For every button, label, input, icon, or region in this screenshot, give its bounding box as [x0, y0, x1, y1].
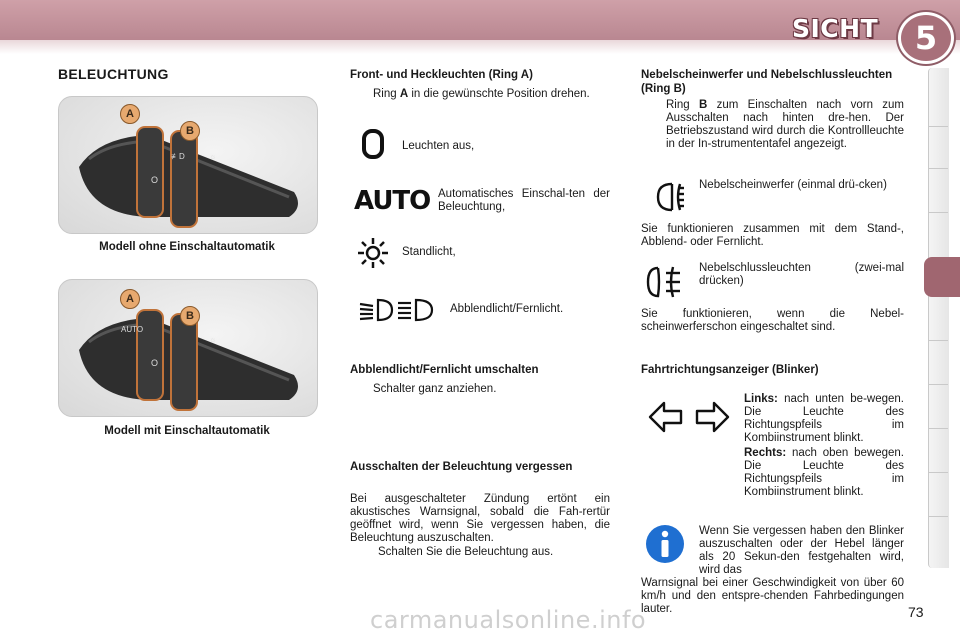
chapter-tab-strip [928, 68, 949, 568]
auto-icon: AUTO [354, 186, 431, 216]
photo-caption-without-auto: Modell ohne Einschaltautomatik [99, 241, 275, 253]
ring-b-marker: B [180, 306, 200, 326]
turn-right-text: nach oben bewegen. Die Leuchte des Richtungspfeils im Kombiinstrument blinkt. [744, 447, 904, 498]
rear-fog-light-icon [646, 264, 682, 305]
stalk-photo-with-auto [58, 279, 318, 417]
tab-divider [928, 516, 948, 517]
side-light-text: Standlicht, [402, 246, 456, 258]
ring-a-text: in die gewünschte Position drehen. [411, 88, 590, 100]
turn-right-arrow-icon [694, 400, 730, 439]
ring-a-marker: A [120, 289, 140, 309]
turn-signal-heading: Fahrtrichtungsanzeiger (Blinker) [641, 364, 819, 376]
low-high-beam-icon [356, 296, 436, 329]
front-rear-lights-heading: Front- und Heckleuchten (Ring A) [350, 69, 533, 81]
chapter-number-badge: 5 [898, 12, 954, 64]
stalk-auto-label: AUTO [121, 325, 144, 334]
front-fog-text: Sie funktionieren zusammen mit dem Stand-, Abblend- oder Fernlicht. [641, 223, 904, 248]
turn-left-description [744, 393, 904, 445]
rear-fog-label: Nebelschlussleuchten (zwei-mal drücken) [699, 262, 904, 287]
ring-a-instruction [373, 88, 610, 101]
chapter-tab-active[interactable] [924, 257, 960, 297]
chapter-title: SICHT [792, 14, 879, 43]
front-fog-label: Nebelscheinwerfer (einmal drü-cken) [699, 179, 887, 191]
forgot-lights-text: Bei ausgeschalteter Zündung ertönt ein akustisches Warnsignal, sobald die Fah-rertür geöffnet wird, wenn Sie vergessen haben, die Beleuchtung auszuschalten. [350, 493, 610, 544]
turn-left-text: nach unten be-wegen. Die Leuchte des Richtungspfeils im Kombiinstrument blinkt. [744, 393, 904, 444]
info-text-part-1: Wenn Sie vergessen haben den Blinker auszuschalten oder der Hebel länger als 20 Sekun-den festgehalten wird, wird das [699, 525, 904, 576]
fog-lights-heading: Nebelscheinwerfer und Nebelschlussleuchten (Ring B) [641, 69, 893, 95]
svg-text:☼: ☼ [209, 335, 217, 344]
ring-b-text: zum Einschalten nach vorn zum Ausschalten nach hinten dre-hen. Der Betriebszustand wird durch die Kontrollleuchte in der In-strumententafel angezeigt. [666, 99, 905, 150]
side-light-icon [356, 236, 390, 275]
svg-text:☼: ☼ [209, 152, 217, 161]
tab-divider [928, 472, 948, 473]
tab-divider [928, 384, 948, 385]
info-text-part-2: Warnsignal bei einer Geschwindigkeit von über 60 km/h und den entspre-chenden Fahrbedingungen lauter. [641, 577, 904, 615]
lights-off-text: Leuchten aus, [402, 140, 475, 152]
ring-a-marker: A [120, 104, 140, 124]
svg-text:O: O [151, 175, 159, 185]
ring-word: Ring [666, 99, 690, 111]
turn-right-description [744, 447, 904, 499]
tab-divider [928, 126, 948, 127]
forgot-lights-instruction: Schalten Sie die Beleuchtung aus. [378, 546, 554, 558]
turn-left-arrow-icon [648, 400, 684, 439]
info-icon [645, 524, 685, 569]
watermark: carmanualsonline.info [370, 606, 647, 634]
beam-switch-text: Schalter ganz anziehen. [373, 383, 497, 395]
low-high-beam-text: Abblendlicht/Fernlicht. [450, 303, 564, 315]
svg-text:O: O [151, 358, 159, 368]
stalk-photo-without-auto [58, 96, 318, 234]
front-fog-light-icon [650, 180, 686, 219]
svg-text:≢D: ≢D [171, 152, 185, 161]
lights-off-icon [360, 128, 388, 165]
beam-switch-heading: Abblendlicht/Fernlicht umschalten [350, 364, 539, 376]
ring-b-instruction [666, 99, 904, 151]
forgot-lights-heading: Ausschalten der Beleuchtung vergessen [350, 461, 573, 473]
turn-left-label: Links: [744, 393, 778, 405]
tab-divider [928, 168, 948, 169]
ring-word: Ring [373, 88, 397, 100]
tab-divider [928, 428, 948, 429]
photo-caption-with-auto: Modell mit Einschaltautomatik [104, 425, 270, 437]
ring-b-label: B [698, 99, 708, 111]
section-title: BELEUCHTUNG [58, 66, 169, 82]
tab-divider [928, 212, 948, 213]
rear-fog-text: Sie funktionieren, wenn die Nebel-scheinwerferschon eingeschaltet sind. [641, 308, 904, 333]
page-number: 73 [908, 604, 924, 620]
tab-divider [928, 340, 948, 341]
auto-text: Automatisches Einschal-ten der Beleuchtung, [438, 188, 610, 213]
ring-b-marker: B [180, 121, 200, 141]
ring-a-label: A [399, 88, 409, 100]
turn-right-label: Rechts: [744, 447, 787, 459]
